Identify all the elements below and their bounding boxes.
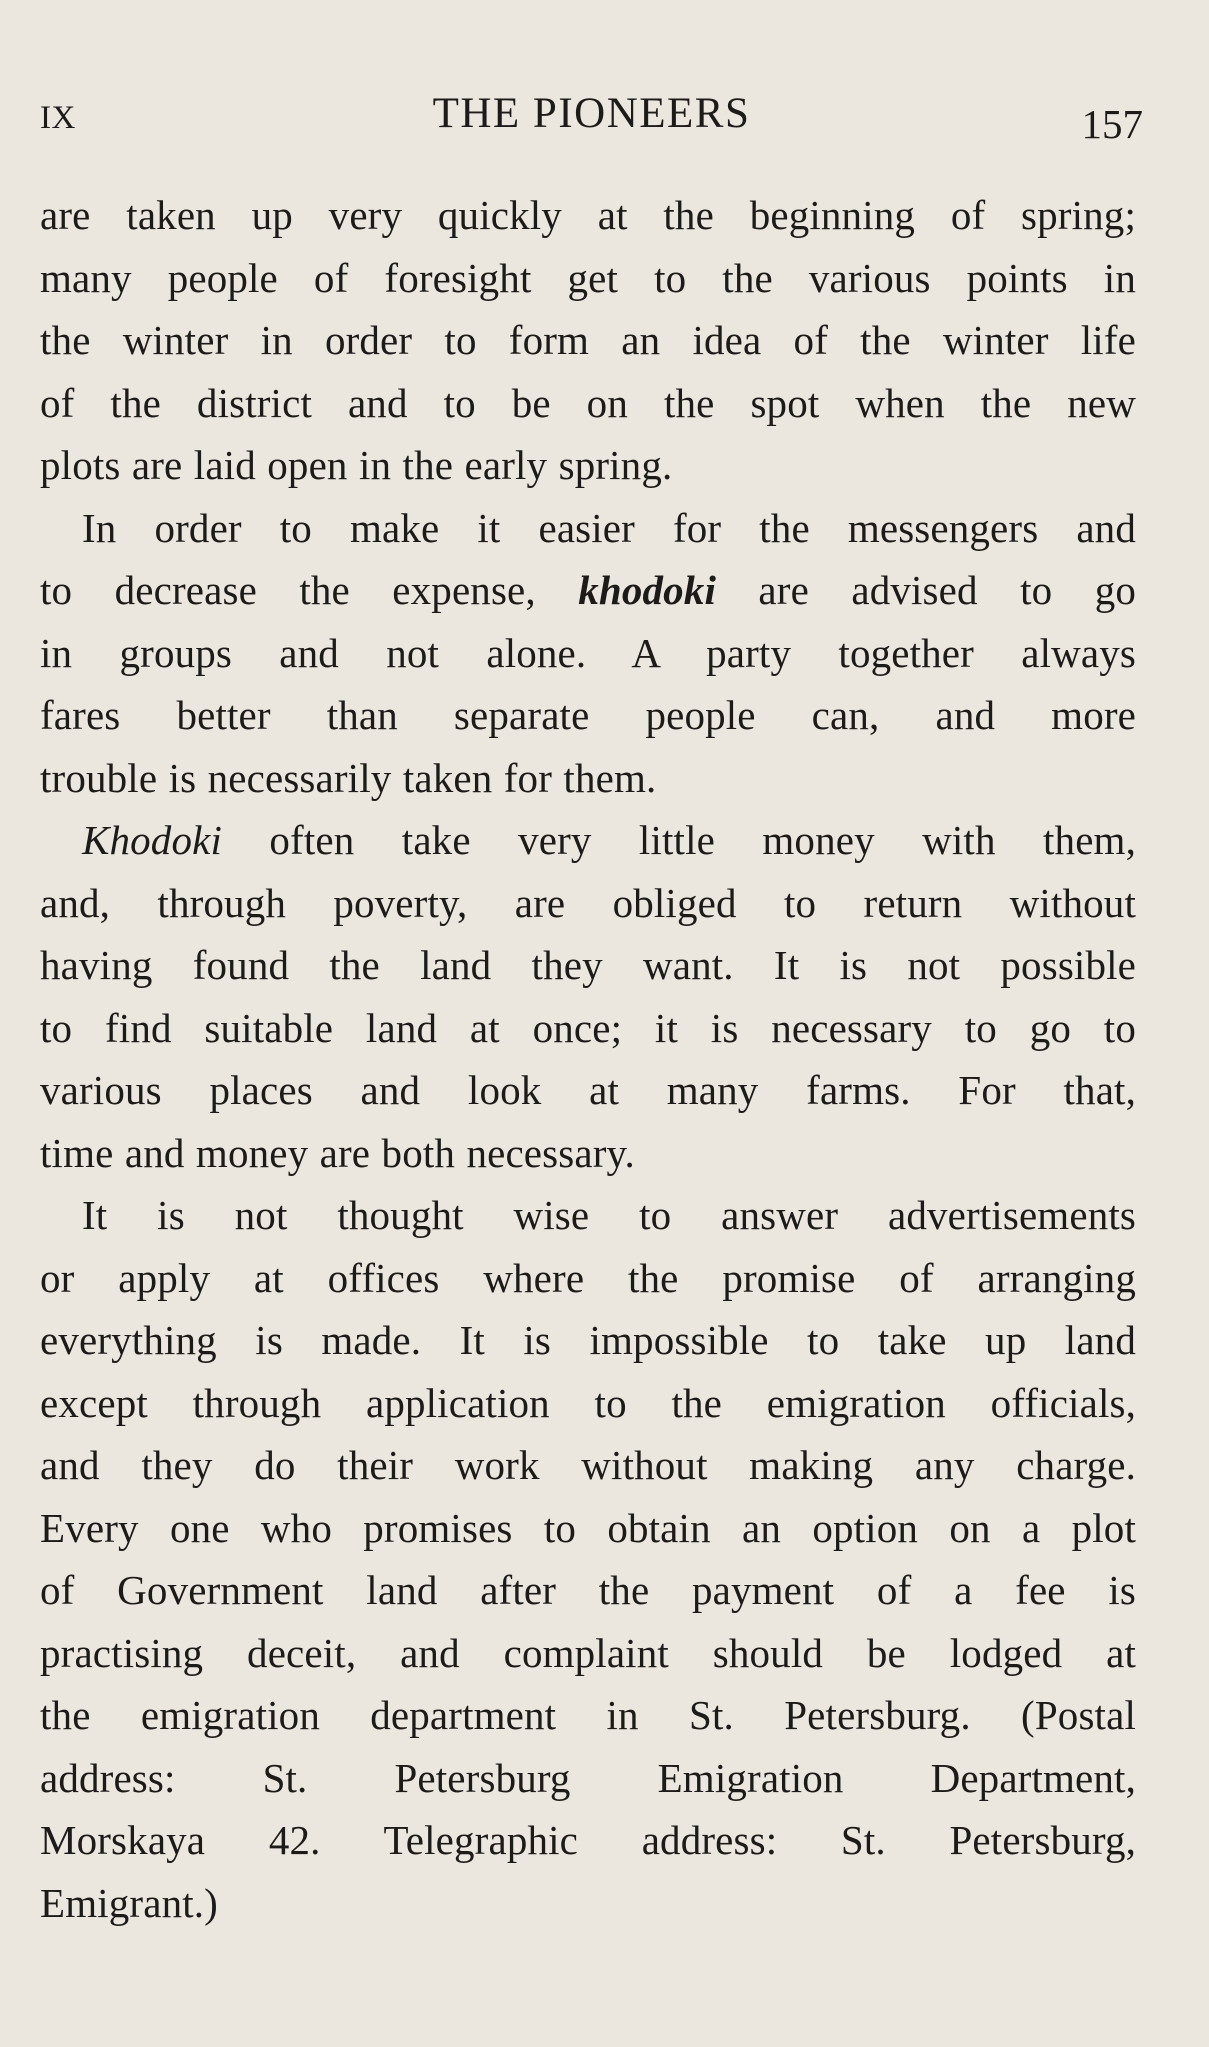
text-line: Every one who promises to obtain an option on a plot bbox=[40, 1504, 1136, 1551]
page-number: 157 bbox=[1081, 101, 1143, 147]
text-line: the emigration department in St. Petersburg. (Postal bbox=[40, 1692, 1136, 1738]
text-line: It is not thought wise to answer advertisements bbox=[82, 1192, 1136, 1238]
text-line: Emigrant.) bbox=[40, 1879, 218, 1926]
text-line: practising deceit, and complaint should be lodged at bbox=[40, 1629, 1136, 1676]
text-line: address: St. Petersburg Emigration Department, bbox=[40, 1754, 1136, 1801]
italic-term: Khodoki bbox=[82, 817, 222, 863]
text-segment: to decrease the expense, bbox=[40, 567, 579, 613]
text-line: of the district and to be on the spot when the new bbox=[40, 379, 1136, 426]
text-line: having found the land they want. It is not possible bbox=[40, 942, 1136, 988]
text-line: are taken up very quickly at the beginning of spring; bbox=[40, 192, 1136, 238]
text-line: Morskaya 42. Telegraphic address: St. Petersburg, bbox=[40, 1817, 1136, 1863]
text-line: trouble is necessarily taken for them. bbox=[40, 754, 657, 801]
text-line: except through application to the emigration officials, bbox=[40, 1379, 1136, 1426]
text-line: and they do their work without making any charge. bbox=[40, 1442, 1136, 1488]
running-header bbox=[40, 92, 1143, 152]
text-line: to find suitable land at once; it is necessary to go to bbox=[40, 1004, 1136, 1051]
text-line: the winter in order to form an idea of the winter life bbox=[40, 317, 1136, 363]
text-line: In order to make it easier for the messengers and bbox=[82, 504, 1136, 551]
text-segment: often take very little money with them, bbox=[222, 817, 1136, 863]
text-line: various places and look at many farms. For that, bbox=[40, 1067, 1136, 1113]
running-title: THE PIONEERS bbox=[432, 90, 751, 137]
italic-term: khodoki bbox=[578, 567, 716, 613]
text-line: of Government land after the payment of a fee is bbox=[40, 1567, 1136, 1613]
text-segment: are advised to go bbox=[716, 567, 1136, 613]
body-text bbox=[40, 184, 1136, 1934]
text-line: fares better than separate people can, and more bbox=[40, 692, 1136, 738]
text-line: time and money are both necessary. bbox=[40, 1129, 635, 1176]
text-line bbox=[40, 809, 1136, 872]
text-line: everything is made. It is impossible to take up land bbox=[40, 1317, 1136, 1363]
text-line: many people of foresight get to the various points in bbox=[40, 254, 1136, 301]
text-line: in groups and not alone. A party together always bbox=[40, 629, 1136, 676]
text-line: and, through poverty, are obliged to return without bbox=[40, 879, 1136, 926]
text-line: or apply at offices where the promise of arranging bbox=[40, 1254, 1136, 1301]
chapter-number: IX bbox=[40, 100, 76, 136]
text-line: plots are laid open in the early spring. bbox=[40, 442, 673, 488]
text-line bbox=[40, 559, 1136, 622]
